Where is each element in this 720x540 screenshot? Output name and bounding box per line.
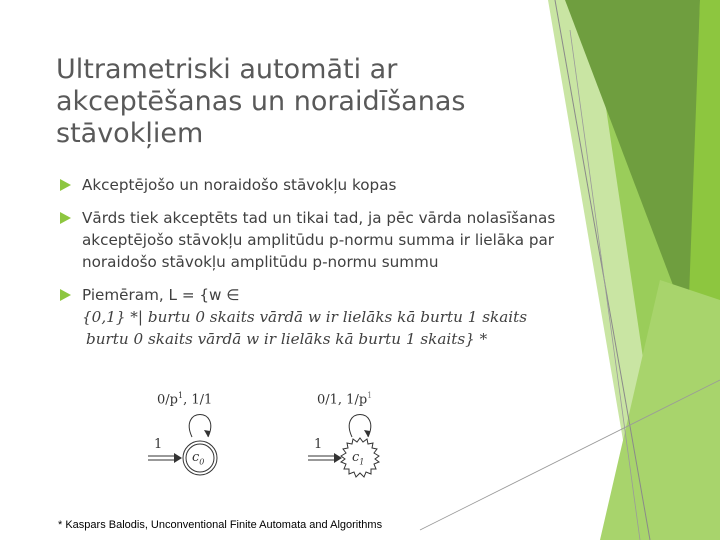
state-label: $c_0$	[192, 450, 205, 467]
slide-title: Ultrametriski automāti ar akceptēšanas un noraidīšanas stāvokļiem	[56, 54, 466, 149]
bullet-list	[60, 174, 560, 361]
example-line-2: {0,1} *| burtu 0 skaits vārdā w ir lielāks kā burtu 1 skaits	[82, 308, 528, 326]
bullet-item	[60, 174, 560, 196]
bullet-item-example	[60, 284, 560, 350]
self-loop-arrowhead	[204, 430, 210, 437]
bullet-arrow-icon	[60, 179, 71, 191]
automaton-accepting	[140, 385, 260, 485]
bullet-text: Akceptējošo un noraidošo stāvokļu kopas	[82, 176, 397, 194]
transition-label: 0/1, $1/p^1$	[317, 391, 373, 408]
bullet-arrow-icon	[60, 289, 71, 301]
transition-label: $0/p^1$, 1/1	[157, 391, 213, 408]
automaton-rejecting	[300, 385, 420, 485]
state-diagram	[140, 385, 260, 485]
bullet-item	[60, 207, 560, 273]
example-line-3: burtu 0 skaits vārdā w ir lielāks kā burtu 1 skaits} *	[86, 330, 488, 348]
bullet-text: Vārds tiek akceptēts tad un tikai tad, ja pēc vārda nolasīšanas akceptējošo stāvokļu amplitūdu p-normu summa ir lielāka par noraidošo stāvokļu amplitūdu p-normu summu	[82, 209, 556, 271]
state-label: $c_1$	[352, 450, 365, 467]
footnote: * Kaspars Balodis, Unconventional Finite Automata and Algorithms	[58, 519, 383, 531]
bullet-arrow-icon	[60, 212, 71, 224]
initial-amplitude-label: 1	[154, 437, 163, 452]
example-line-1: Piemēram, L = {w ∈	[82, 286, 240, 304]
self-loop-arrowhead	[364, 430, 370, 437]
initial-amplitude-label: 1	[314, 437, 323, 452]
state-diagram	[300, 385, 420, 485]
initial-arrowhead	[174, 453, 182, 463]
initial-arrowhead	[334, 453, 342, 463]
